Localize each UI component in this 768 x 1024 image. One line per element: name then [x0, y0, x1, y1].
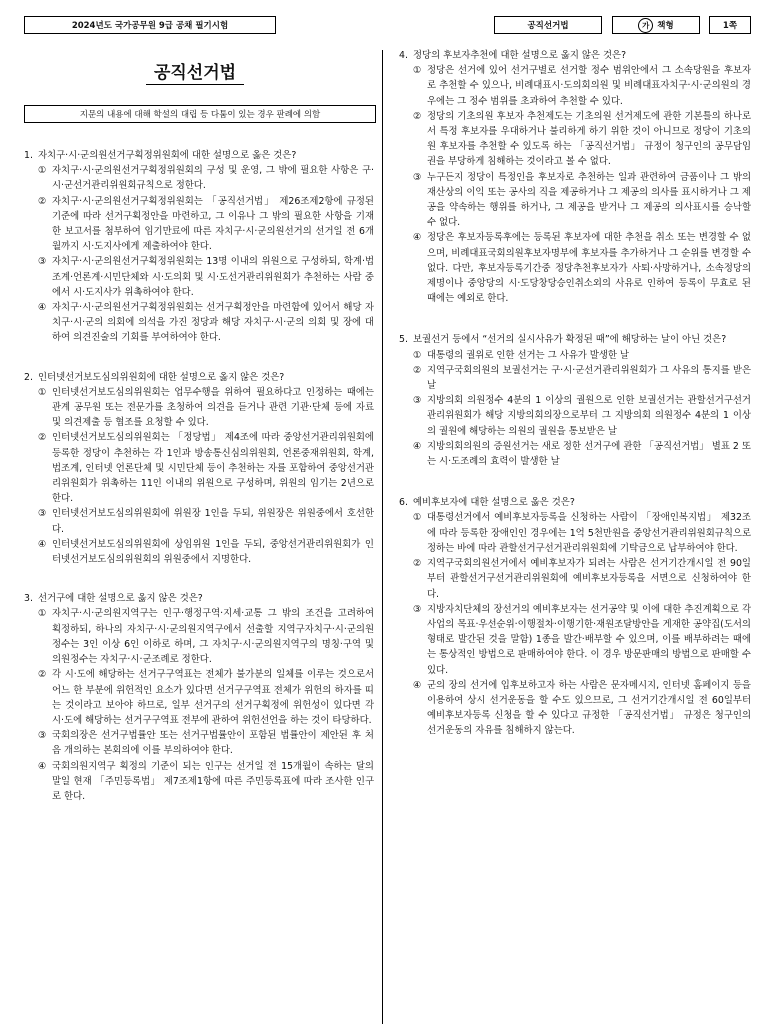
question-number: 5. [399, 334, 408, 346]
option-text: 대통령선거에서 예비후보자등록을 신청하는 사람이 「장애인복지법」 제32조에 따라 등록한 장애인인 경우에는 1억 5천만원을 중앙선거관리위원회규칙으로 정하는 바에 따라 관할선거구선거관리위원회에 기탁금으로 납부하여야 한다. [427, 512, 751, 554]
answer-option [399, 393, 751, 439]
left-column [24, 148, 374, 804]
question-stem [24, 591, 374, 606]
option-mark: ① [413, 65, 422, 77]
option-mark: ① [38, 165, 47, 177]
option-text: 자치구·시·군의원선거구획정위원회는 「공직선거법」 제26조제2항에 규정된 기준에 따라 선거구획정안을 마련하고, 그 이유나 그 밖의 필요한 사항을 기재한 보고서를 첨부하여 임기만료에 따른 자치구·시·군의원선거의 선거일 전 6개월까지 시·도지사에게 제출하여야 한다. [52, 195, 374, 253]
question-stem [24, 370, 374, 385]
option-text: 인터넷선거보도심의위원회는 업무수행을 위하여 필요하다고 인정하는 때에는 관계 공무원 또는 전문가를 초청하여 의견을 듣거나 관련 기관·단체 등에 자료 및 의견제출 등 협조를 요청할 수 있다. [52, 386, 374, 429]
answer-option [399, 439, 751, 469]
question-number: 3. [24, 593, 33, 605]
option-text: 인터넷선거보도심의위원회에 상임위원 1인을 두되, 중앙선거관리위원회가 인터넷선거보도심의위원회의 위원중에서 지명한다. [52, 538, 374, 566]
option-mark: ① [38, 608, 47, 620]
option-mark: ④ [413, 440, 422, 452]
option-mark: ③ [38, 256, 47, 268]
option-text: 군의 장의 선거에 입후보하고자 하는 사람은 문자메시지, 인터넷 홈페이지 등을 이용하여 상시 선거운동을 할 수도 있으므로, 그 선거기간개시일 전 60일부터 예비후보자등록 신청을 할 수 있다고 규정한 「공직선거법」 규정은 청구인의 선거운동의 자유를 침해하지 않는다. [427, 679, 751, 737]
exam-name-box [24, 16, 276, 34]
page-number-box [709, 16, 751, 34]
option-mark: ② [38, 195, 47, 207]
form-type-box [612, 16, 700, 34]
right-column [399, 48, 751, 739]
question-1 [24, 148, 374, 346]
option-text: 지방의회 의원정수 4분의 1 이상의 궐원으로 인한 보궐선거는 관할선거구선거관리위원회가 해당 지방의회의장으로부터 그 지방의회 의원정수 4분의 1 이상의 궐원에 해당하는 의원의 궐원을 통보받은 날 [427, 395, 751, 437]
column-divider [382, 50, 383, 1024]
option-mark: ② [413, 364, 422, 376]
form-mark: 가 [638, 18, 653, 33]
notice-text: 지문의 내용에 대해 학설의 대립 등 다툼이 있는 경우 판례에 의함 [79, 110, 321, 120]
option-mark: ② [38, 432, 47, 444]
option-mark: ③ [38, 508, 47, 520]
option-mark: ② [38, 669, 47, 681]
answer-option [399, 556, 751, 602]
answer-option [24, 163, 374, 193]
title-underline [146, 84, 244, 85]
question-stem [399, 48, 751, 63]
question-6 [399, 495, 751, 738]
question-text: 예비후보자에 대한 설명으로 옳은 것은? [413, 497, 575, 509]
option-text: 자치구·시·군의원선거구획정위원회의 구성 및 운영, 그 밖에 필요한 사항은 구·시·군선거관리위원회규칙으로 정한다. [52, 165, 374, 192]
answer-option [24, 759, 374, 805]
answer-option [399, 363, 751, 393]
question-2 [24, 370, 374, 568]
question-number: 4. [399, 50, 408, 61]
answer-option [24, 667, 374, 728]
question-stem [24, 148, 374, 163]
subject-name: 공직선거법 [527, 21, 569, 31]
answer-option [24, 606, 374, 667]
question-text: 자치구·시·군의원선거구획정위원회에 대한 설명으로 옳은 것은? [38, 150, 297, 161]
option-text: 국회의원지역구 획정의 기준이 되는 인구는 선거일 전 15개월이 속하는 달의 말일 현재 「주민등록법」 제7조제1항에 따른 주민등록표에 따라 조사한 인구로 한다. [52, 760, 374, 802]
option-text: 국회의장은 선거구법률안 또는 선거구법률안이 포함된 법률안이 제안된 후 처음 개의하는 본회의에 이를 부의하여야 한다. [52, 730, 374, 757]
answer-option [24, 254, 374, 300]
answer-option [399, 348, 751, 363]
option-mark: ④ [38, 302, 47, 314]
option-mark: ① [413, 349, 422, 361]
question-text: 선거구에 대한 설명으로 옳지 않은 것은? [38, 593, 203, 605]
answer-option [24, 430, 374, 506]
exam-name: 2024년도 국가공무원 9급 공채 필기시험 [71, 21, 229, 31]
answer-option [24, 506, 374, 536]
option-text: 지방의회의원의 증원선거는 새로 정한 선거구에 관한 「공직선거법」 별표 2 또는 시·도조례의 효력이 발생한 날 [427, 440, 751, 468]
question-5 [399, 332, 751, 469]
option-text: 지방자치단체의 장선거의 예비후보자는 선거공약 및 이에 대한 추진계획으로 각 사업의 목표·우선순위·이행절차·이행기한·재원조달방안을 게재한 공약집(도서의 형태로 발간된 것을 말함) 1종을 발간·배부할 수 있으며, 이를 배부하려는 때에는 통상적인 방법으로 판매하여야 한다. 이 경우 방문판매의 방법으로 판매할 수 있다. [427, 603, 751, 676]
option-text: 대통령의 궐위로 인한 선거는 그 사유가 발생한 날 [427, 349, 629, 361]
answer-option [24, 728, 374, 758]
page-title: 공직선거법 [153, 63, 237, 83]
question-stem [399, 495, 751, 510]
option-text: 지역구국회의원의 보궐선거는 구·시·군선거관리위원회가 그 사유의 통지를 받은 날 [427, 364, 751, 392]
option-text: 정당의 기초의원 후보자 추천제도는 기초의원 선거제도에 관한 기본틀의 하나로서 특정 후보자를 우대하거나 불리하게 하기 위한 것이 아니므로 정당이 기초의원 후보자를 추천할 수 있도록 하는 「공직선거법」 규정이 청구인의 공무담임권을 부당하게 침해하는 것이라고 볼 수 없다. [427, 110, 751, 168]
option-text: 자치구·시·군의원선거구획정위원회는 13명 이내의 위원으로 구성하되, 학계·법조계·언론계·시민단체와 시·도의회 및 시·도선거관리위원회가 추천하는 사람 중에서 시·도지사가 위촉하여야 한다. [52, 256, 374, 298]
answer-option [24, 300, 374, 346]
option-text: 정당은 선거에 있어 선거구별로 선거할 정수 범위안에서 그 소속당원을 후보자로 추천할 수 있으나, 비례대표시·도의회의원 및 비례대표자치구·시·군의원의 경우에는 그 정수 범위를 초과하여 추천할 수 있다. [427, 65, 751, 107]
option-text: 지역구국회의원선거에서 예비후보자가 되려는 사람은 선거기간개시일 전 90일부터 관할선거구선거관리위원회에 예비후보자등록을 서면으로 신청하여야 한다. [427, 558, 751, 600]
option-mark: ① [38, 386, 47, 398]
option-text: 누구든지 정당이 특정인을 후보자로 추천하는 일과 관련하여 금품이나 그 밖의 재산상의 이익 또는 공사의 직을 제공하거나 그 제공의 의사를 표시하거나 그 제공을 약속하는 행위를 하거나, 그 제공을 받거나 그 제공의 의사표시를 승낙할 수 없다. [427, 171, 751, 229]
option-text: 자치구·시·군의원지역구는 인구·행정구역·지세·교통 그 밖의 조건을 고려하여 획정하되, 하나의 자치구·시·군의원지역구에서 선출할 지역구자치구·시·군의원정수는 3인 이상 6인 이하로 하며, 그 자치구·시·군의원지역구의 명칭·구역 및 의원정수는 자치구·시·군조례로 정한다. [52, 608, 374, 666]
answer-option [24, 385, 374, 431]
answer-option [399, 510, 751, 556]
question-text: 인터넷선거보도심의위원회에 대한 설명으로 옳지 않은 것은? [38, 371, 285, 383]
answer-option [399, 170, 751, 231]
option-mark: ④ [413, 232, 422, 244]
option-mark: ③ [413, 395, 422, 407]
notice-box [24, 105, 376, 123]
option-mark: ③ [413, 603, 422, 615]
question-number: 6. [399, 497, 408, 509]
option-mark: ① [413, 512, 422, 524]
question-number: 1. [24, 150, 33, 161]
option-mark: ④ [38, 760, 47, 772]
option-mark: ③ [38, 730, 47, 742]
option-mark: ② [413, 558, 422, 570]
question-text: 보궐선거 등에서 “선거의 실시사유가 확정된 때”에 해당하는 날이 아닌 것은? [413, 334, 727, 346]
option-mark: ④ [413, 679, 422, 691]
question-number: 2. [24, 371, 33, 383]
option-mark: ③ [413, 171, 422, 183]
question-text: 정당의 후보자추천에 대한 설명으로 옳지 않은 것은? [413, 50, 627, 61]
option-text: 각 시·도에 해당하는 선거구구역표는 전체가 불가분의 일체를 이루는 것으로서 어느 한 부분에 위헌적인 요소가 있다면 선거구구역표 전체가 위헌의 하자를 띠는 것이라고 보아야 하므로, 일부 선거구의 선거구획정에 위헌성이 있다면 각 시·도에 해당하는 선거구구역표 전부에 관하여 위헌선언을 하는 것이 타당하다. [52, 669, 374, 726]
question-stem [399, 332, 751, 347]
answer-option [24, 537, 374, 567]
option-text: 자치구·시·군의원선거구획정위원회는 선거구획정안을 마련함에 있어서 해당 자치구·시·군의 의회에 의석을 가진 정당과 해당 자치구·시·군의 의회 및 장에 대하여 의견진술의 기회를 부여하여야 한다. [52, 302, 374, 344]
answer-option [399, 602, 751, 678]
question-4 [399, 48, 751, 306]
answer-option [399, 63, 751, 109]
answer-option [399, 109, 751, 170]
answer-option [399, 230, 751, 306]
option-text: 인터넷선거보도심의위원회에 위원장 1인을 두되, 위원장은 위원중에서 호선한다. [52, 508, 374, 535]
option-text: 정당은 후보자등록후에는 등록된 후보자에 대한 추천을 취소 또는 변경할 수 없으며, 비례대표국회의원후보자명부에 후보자를 추가하거나 그 순위를 변경할 수 없다. 다만, 후보자등록기간중 정당추천후보자가 사퇴·사망하거나, 소속정당의 제명이나 중앙당의 시·도당창당승인취소외의 사유로 인하여 등록이 무효로 된 때에는 예외로 한다. [427, 232, 751, 305]
option-mark: ② [413, 110, 422, 122]
option-text: 인터넷선거보도심의위원회는 「정당법」 제4조에 따라 중앙선거관리위원회에 등록한 정당이 추천하는 각 1인과 방송통신심의위원회, 언론중재위원회, 학계, 법조계, 인터넷 언론단체 및 시민단체 등이 추천하는 자를 포함하여 중앙선거관리위원회가 위촉하는 11인 이내의 위원으로 구성하며, 위원의 임기는 2년으로 한다. [52, 432, 374, 505]
page-number: 1쪽 [722, 21, 738, 31]
question-3 [24, 591, 374, 804]
form-label: 책형 [657, 21, 674, 31]
option-mark: ④ [38, 538, 47, 550]
subject-box [494, 16, 602, 34]
answer-option [24, 194, 374, 255]
answer-option [399, 678, 751, 739]
